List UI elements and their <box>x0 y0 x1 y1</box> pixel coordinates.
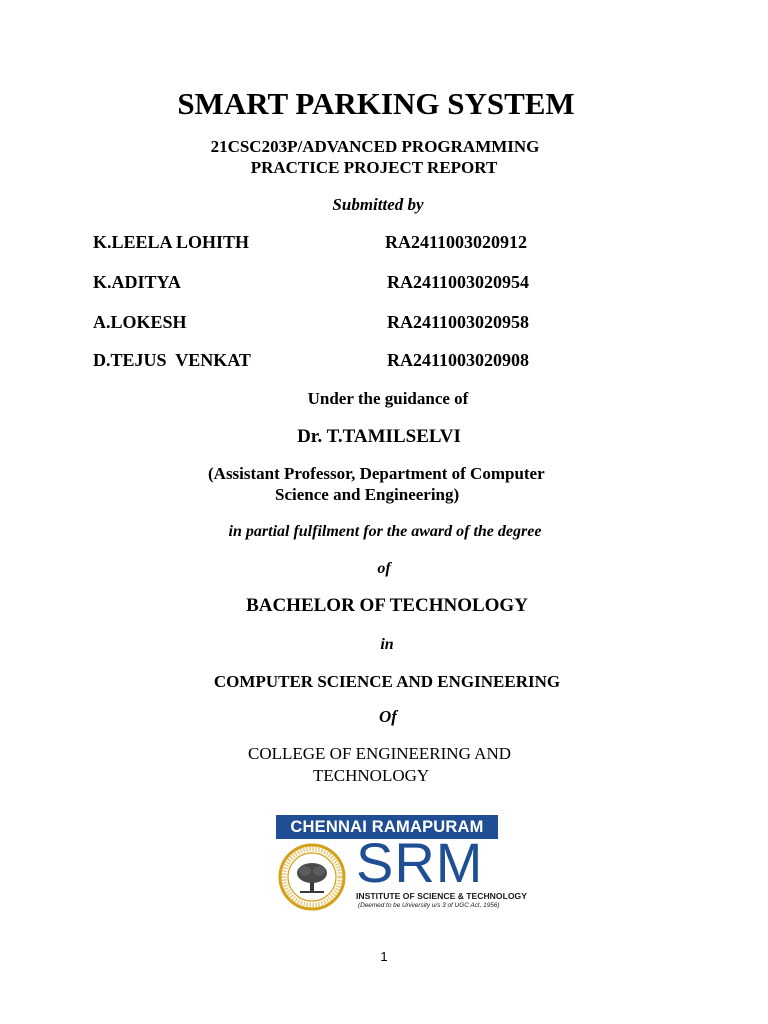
member-register-number: RA2411003020958 <box>387 312 530 332</box>
guidance-label: Under the guidance of <box>307 389 469 408</box>
college-line-2: TECHNOLOGY <box>313 766 430 785</box>
of-connector-caps: Of <box>379 707 397 726</box>
srm-logo <box>276 815 527 915</box>
partial-fulfilment-text: in partial fulfilment for the award of the degree <box>228 523 542 540</box>
guide-name: Dr. T.TAMILSELVI <box>297 426 461 447</box>
page-number: 1 <box>380 949 388 964</box>
member-name: K.LEELA LOHITH <box>93 232 250 252</box>
department-name: COMPUTER SCIENCE AND ENGINEERING <box>213 672 561 691</box>
in-connector: in <box>380 636 394 653</box>
member-register-number: RA2411003020912 <box>385 232 528 252</box>
course-code-line: 21CSC203P/ADVANCED PROGRAMMING <box>210 137 540 156</box>
member-name: D.TEJUS VENKAT <box>93 350 251 370</box>
guide-designation <box>208 463 588 505</box>
of-connector: of <box>377 560 391 577</box>
university-seal-icon <box>278 843 346 911</box>
institute-name: INSTITUTE OF SCIENCE & TECHNOLOGY <box>356 891 527 901</box>
logo-banner: CHENNAI RAMAPURAM <box>276 815 498 839</box>
member-name: K.ADITYA <box>93 272 181 292</box>
report-type-line: PRACTICE PROJECT REPORT <box>250 158 498 177</box>
college-line-1: COLLEGE OF ENGINEERING AND <box>248 744 512 763</box>
member-register-number: RA2411003020954 <box>387 272 530 292</box>
college-name <box>248 743 511 787</box>
designation-line-2: Science and Engineering) <box>275 485 460 504</box>
member-name: A.LOKESH <box>93 312 187 332</box>
deemed-university-note: (Deemed to be University u/s 3 of UGC Act, 1956) <box>358 902 500 909</box>
report-title: SMART PARKING SYSTEM <box>177 86 575 121</box>
designation-line-1: (Assistant Professor, Department of Computer <box>208 464 545 483</box>
srm-wordmark: SRM <box>356 831 484 894</box>
member-register-number: RA2411003020908 <box>387 350 530 370</box>
submitted-by-label: Submitted by <box>332 195 424 214</box>
degree-name: BACHELOR OF TECHNOLOGY <box>246 595 528 616</box>
